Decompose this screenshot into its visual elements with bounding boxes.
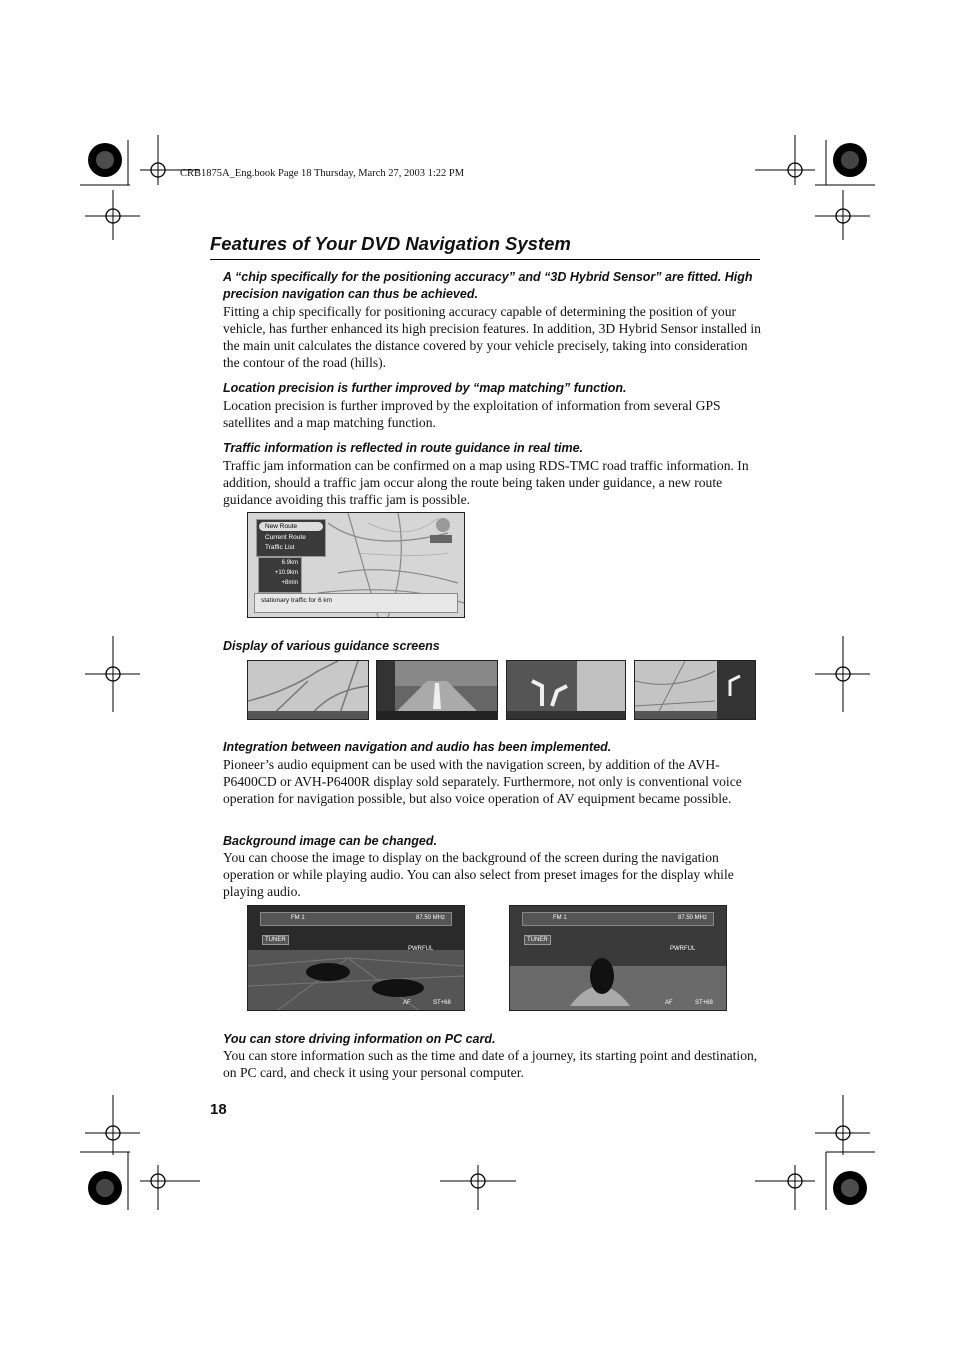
distance-panel: [258, 557, 302, 593]
guidance-screen-1: [247, 660, 369, 720]
menu-new-route[interactable]: New Route: [259, 522, 323, 531]
section-body-integration: Pioneer’s audio equipment can be used with the navigation screen, by addition of the AVH-P6400CD or AVH-P6400R display sold separately. Furthermore, not only is conventional voice operation for navigation possible, but also voice operation of AV equipment became possible.: [223, 757, 742, 806]
traffic-message: stationary traffic for 6 km: [254, 593, 458, 613]
menu-traffic-list[interactable]: Traffic List: [265, 544, 295, 551]
distance-value: 6.9km: [281, 560, 298, 566]
source-button-1[interactable]: TUNER: [262, 935, 289, 945]
section-body-chip: Fitting a chip specifically for positioning accuracy capable of determining the position of your vehicle, has further enhanced its high precision features. In addition, 3D Hybrid Sensor installed in the main unit calculates the distance covered by your vehicle precisely, taking into consideration the contour of the road (hills).: [223, 304, 761, 370]
section-heading-map-matching: Location precision is further improved by “map matching” function.: [223, 381, 627, 395]
extra-time: +8min: [281, 580, 298, 586]
section-heading-traffic: Traffic information is reflected in route guidance in real time.: [223, 441, 584, 455]
source-button-2[interactable]: TUNER: [524, 935, 551, 945]
guidance-screen-3: [506, 660, 626, 720]
file-header: CRB1875A_Eng.book Page 18 Thursday, March 27, 2003 1:22 PM: [180, 168, 465, 179]
section-body-pc-card: You can store information such as the time and date of a journey, its starting point and destination, on PC card, and check it using your personal computer.: [223, 1048, 758, 1080]
audio-info-bar-2: [522, 912, 714, 926]
section-heading-integration: Integration between navigation and audio has been implemented.: [223, 740, 612, 754]
mode-label-1: PWRFUL: [408, 946, 434, 952]
mode-label-2: PWRFUL: [670, 946, 696, 952]
audio-screen-orca: [509, 905, 727, 1011]
route-menu: [256, 519, 326, 557]
section-heading-pc-card: You can store driving information on PC card.: [223, 1032, 496, 1046]
section-heading-chip: A “chip specifically for the positioning accuracy” and “3D Hybrid Sensor” are fitted. High precision navigation can thus be achieved.: [223, 270, 753, 301]
frequency-label-1: 87.50 MHz: [416, 915, 446, 921]
frequency-label-2: 87.50 MHz: [678, 915, 708, 921]
band-label-1: FM 1: [291, 915, 305, 921]
af-label-1: AF: [403, 1000, 411, 1006]
section-heading-background: Background image can be changed.: [223, 834, 437, 848]
guidance-split-view: [635, 661, 755, 719]
audio-info-bar-1: [260, 912, 452, 926]
audio-screen-dolphins: [247, 905, 465, 1011]
guidance-screen-2: [376, 660, 498, 720]
band-label-2: FM 1: [553, 915, 567, 921]
stereo-label-1: ST+68: [433, 1000, 451, 1006]
menu-current-route[interactable]: Current Route: [265, 534, 306, 541]
af-label-2: AF: [665, 1000, 673, 1006]
page-title: Features of Your DVD Navigation System: [210, 233, 571, 254]
section-body-background: You can choose the image to display on the background of the screen during the navigation operation or while playing audio. You can also select from preset images for the display while playing audio.: [223, 850, 734, 899]
section-body-traffic: Traffic jam information can be confirmed on a map using RDS-TMC road traffic information. In addition, should a traffic jam occur along the route being taken under guidance, a new route guidance avoiding this traffic jam is possible.: [223, 458, 749, 507]
extra-distance: +10.9km: [274, 570, 298, 576]
guidance-3d-view: [377, 661, 497, 719]
guidance-arrow-view: [507, 661, 625, 719]
section-heading-guidance: Display of various guidance screens: [223, 639, 440, 653]
stereo-label-2: ST+68: [695, 1000, 713, 1006]
guidance-map-1: [248, 661, 368, 719]
traffic-screenshot: [247, 512, 465, 618]
guidance-screen-4: [634, 660, 756, 720]
page-number: 18: [210, 1101, 227, 1118]
title-rule: [210, 259, 760, 260]
section-body-map-matching: Location precision is further improved by the exploitation of information from several GPS satellites and a map matching function.: [223, 398, 721, 430]
